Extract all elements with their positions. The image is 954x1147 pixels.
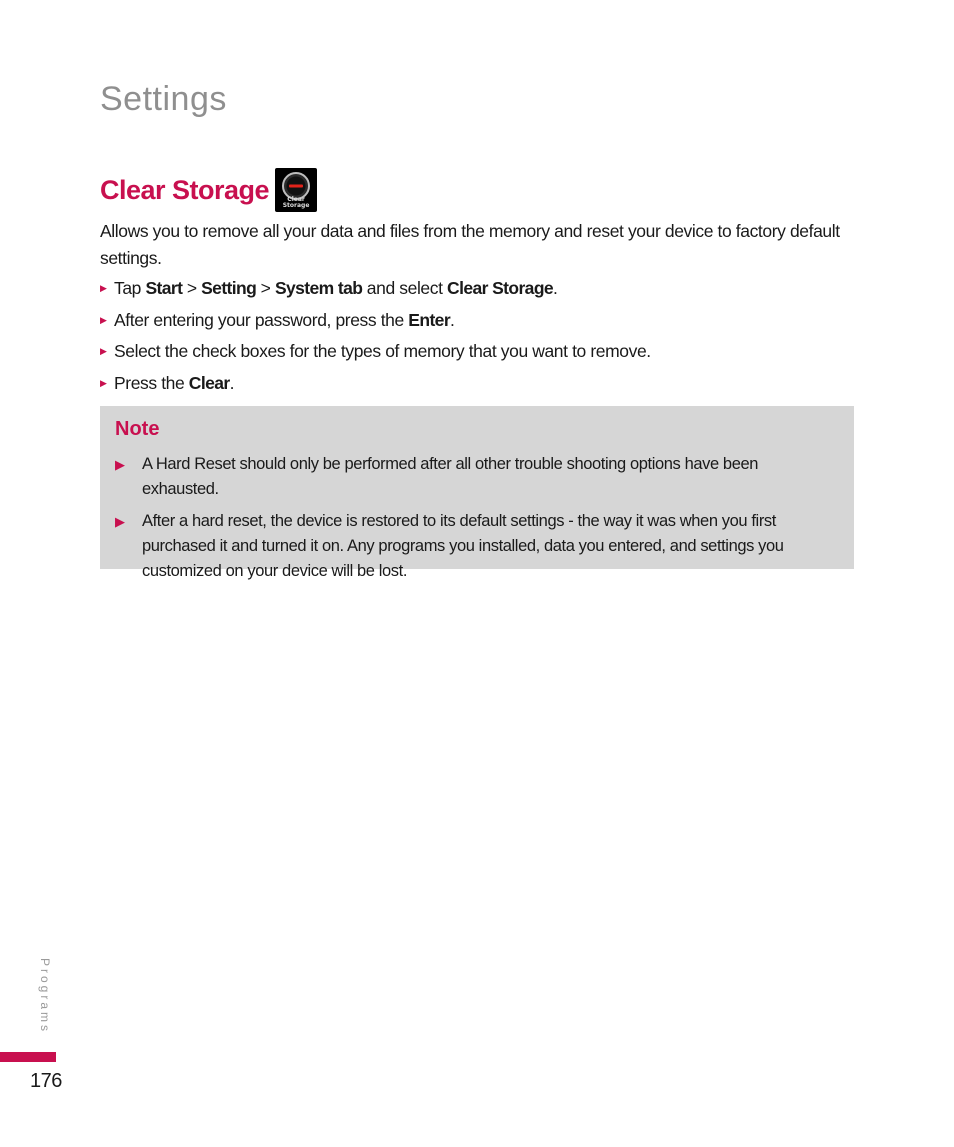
triangle-bullet-icon: ▶	[115, 457, 125, 472]
list-item	[100, 339, 860, 371]
step-text: Press the Clear.	[114, 372, 235, 393]
list-item	[100, 308, 860, 340]
icon-label: Clear Storage	[282, 196, 310, 209]
list-item	[115, 509, 835, 584]
page-number: 176	[30, 1070, 62, 1092]
step-text: Select the check boxes for the types of memory that you want to remove.	[114, 341, 651, 361]
intro-paragraph: Allows you to remove all your data and files from the memory and reset your device to factory default settings.	[100, 221, 840, 268]
step-text: After entering your password, press the Enter.	[114, 309, 455, 330]
steps-list	[100, 276, 860, 402]
triangle-bullet-icon: ▶	[100, 346, 107, 356]
triangle-bullet-icon: ▶	[100, 314, 107, 325]
note-list	[115, 452, 835, 591]
page-title: Settings	[100, 80, 227, 118]
triangle-bullet-icon: ▶	[100, 283, 107, 293]
chapter-side-label: Programs	[38, 958, 52, 1035]
clear-storage-icon	[275, 168, 317, 212]
note-text: After a hard reset, the device is restored to its default settings - the way it was when you first purchased it and turned it on. Any programs you installed, data you entered, and settings you customized on your device will be lost.	[142, 512, 784, 580]
section-heading-text: Clear Storage	[100, 174, 270, 205]
section-heading	[100, 168, 317, 212]
list-item	[115, 452, 835, 502]
triangle-bullet-icon: ▶	[100, 377, 107, 388]
triangle-bullet-icon: ▶	[115, 514, 125, 529]
note-text: A Hard Reset should only be performed after all other trouble shooting options have been exhausted.	[142, 455, 759, 498]
step-text: Tap Start > Setting > System tab and select Clear Storage.	[114, 278, 558, 298]
chapter-color-bar	[0, 1052, 56, 1062]
note-title: Note	[115, 418, 160, 440]
note-box	[100, 406, 854, 580]
list-item	[100, 276, 860, 308]
list-item	[100, 371, 860, 403]
